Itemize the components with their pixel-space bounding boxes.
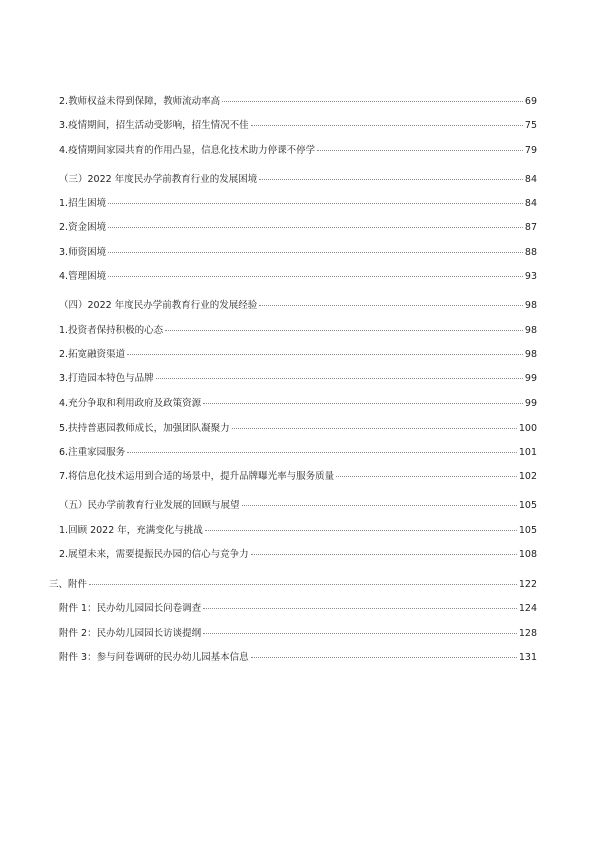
toc-entry-page: 124 (518, 603, 537, 614)
toc-leader-dots (242, 505, 517, 506)
toc-entry[interactable] (59, 398, 537, 410)
toc-entry-title: 2.拓宽融资渠道 (59, 349, 126, 360)
toc-entry[interactable] (59, 325, 537, 337)
toc-entry[interactable] (59, 247, 537, 259)
toc-leader-dots (251, 657, 517, 658)
toc-entry[interactable] (59, 120, 537, 132)
toc-entry-title: 5.扶持普惠园教师成长，加强团队凝聚力 (59, 423, 230, 434)
toc-leader-dots (251, 554, 517, 555)
toc-entry-page: 108 (518, 549, 537, 560)
toc-entry-title: 6.注重家园服务 (59, 447, 126, 458)
toc-entry-page: 93 (524, 271, 537, 282)
toc-entry[interactable] (59, 271, 537, 283)
toc-leader-dots (127, 354, 523, 355)
toc-entry-title: 7.将信息化技术运用到合适的场景中，提升品牌曝光率与服务质量 (59, 471, 335, 482)
toc-entry-title: （三）2022 年度民办学前教育行业的发展困境 (59, 174, 258, 185)
toc-entry-title: 附件 3：参与问卷调研的民办幼儿园基本信息 (59, 652, 249, 663)
toc-entry-page: 75 (524, 120, 537, 131)
toc-entry-page: 131 (518, 652, 537, 663)
toc-leader-dots (127, 452, 517, 453)
toc-leader-dots (205, 530, 517, 531)
toc-entry-page: 100 (518, 423, 537, 434)
toc-entry[interactable] (59, 628, 537, 640)
toc-entry[interactable] (59, 349, 537, 361)
toc-leader-dots (156, 378, 523, 379)
toc-entry-page: 84 (524, 174, 537, 185)
toc-leader-dots (89, 584, 517, 585)
toc-entry-page: 87 (524, 222, 537, 233)
toc-leader-dots (203, 633, 517, 634)
toc-entry-page: 98 (524, 325, 537, 336)
toc-entry-page: 88 (524, 247, 537, 258)
toc-entry[interactable] (59, 471, 537, 483)
toc-entry-page: 79 (524, 145, 537, 156)
toc-entry-page: 98 (524, 349, 537, 360)
toc-entry-title: 4.管理困境 (59, 271, 107, 282)
toc-entry-title: 3.师资困境 (59, 247, 107, 258)
toc-entry-page: 84 (524, 198, 537, 209)
toc-entry[interactable] (59, 198, 537, 210)
toc-entry-page: 105 (518, 500, 537, 511)
toc-entry-title: （五）民办学前教育行业发展的回顾与展望 (59, 500, 240, 511)
toc-entry-title: 2.展望未来，需要提振民办园的信心与竞争力 (59, 549, 249, 560)
toc-entry-page: 99 (524, 373, 537, 384)
toc-entry-page: 128 (518, 628, 537, 639)
toc-entry[interactable] (59, 423, 537, 435)
toc-leader-dots (336, 476, 517, 477)
toc-entry[interactable] (59, 174, 537, 186)
toc-entry-title: （四）2022 年度民办学前教育行业的发展经验 (59, 300, 258, 311)
toc-leader-dots (259, 305, 523, 306)
toc-entry-title: 2.教师权益未得到保障，教师流动率高 (59, 96, 221, 107)
toc-entry-title: 1.招生困境 (59, 198, 107, 209)
toc-entry-title: 2.资金困境 (59, 222, 107, 233)
toc-entry[interactable] (59, 145, 537, 157)
toc-entry-page: 102 (518, 471, 537, 482)
toc-entry-title: 三、附件 (49, 579, 88, 590)
toc-entry-title: 4.充分争取和利用政府及政策资源 (59, 398, 202, 409)
toc-entry-title: 3.打造园本特色与品牌 (59, 373, 154, 384)
toc-entry[interactable] (59, 500, 537, 512)
toc-leader-dots (251, 125, 523, 126)
toc-entry-page: 105 (518, 525, 537, 536)
toc-leader-dots (222, 101, 523, 102)
toc-leader-dots (317, 150, 523, 151)
toc-entry[interactable] (59, 222, 537, 234)
toc-entry-page: 122 (518, 579, 537, 590)
toc-entry[interactable] (59, 447, 537, 459)
toc-leader-dots (108, 227, 523, 228)
toc-entry[interactable] (59, 300, 537, 312)
toc-entry[interactable] (59, 373, 537, 385)
toc-leader-dots (108, 276, 523, 277)
toc-entry[interactable] (59, 652, 537, 664)
toc-entry-title: 1.投资者保持积极的心态 (59, 325, 164, 336)
toc-entry-title: 4.疫情期间家园共育的作用凸显，信息化技术助力停课不停学 (59, 145, 316, 156)
toc-entry-title: 3.疫情期间，招生活动受影响，招生情况不佳 (59, 120, 249, 131)
toc-entry-title: 附件 1：民办幼儿园园长问卷调查 (59, 603, 202, 614)
toc-leader-dots (259, 179, 523, 180)
toc-entry[interactable] (59, 525, 537, 537)
toc-entry-page: 101 (518, 447, 537, 458)
toc-leader-dots (108, 203, 523, 204)
toc-entry-page: 69 (524, 96, 537, 107)
toc-entry-page: 99 (524, 398, 537, 409)
toc-leader-dots (232, 428, 517, 429)
toc-entry-title: 附件 2：民办幼儿园园长访谈提纲 (59, 628, 202, 639)
toc-leader-dots (203, 608, 517, 609)
toc-entry-page: 98 (524, 300, 537, 311)
toc-entry-title: 1.回顾 2022 年，充满变化与挑战 (59, 525, 203, 536)
toc-entry[interactable] (59, 96, 537, 108)
toc-leader-dots (165, 330, 523, 331)
toc-leader-dots (203, 403, 523, 404)
toc-entry[interactable] (49, 579, 537, 591)
toc-leader-dots (108, 252, 523, 253)
toc-entry[interactable] (59, 603, 537, 615)
toc-entry[interactable] (59, 549, 537, 561)
